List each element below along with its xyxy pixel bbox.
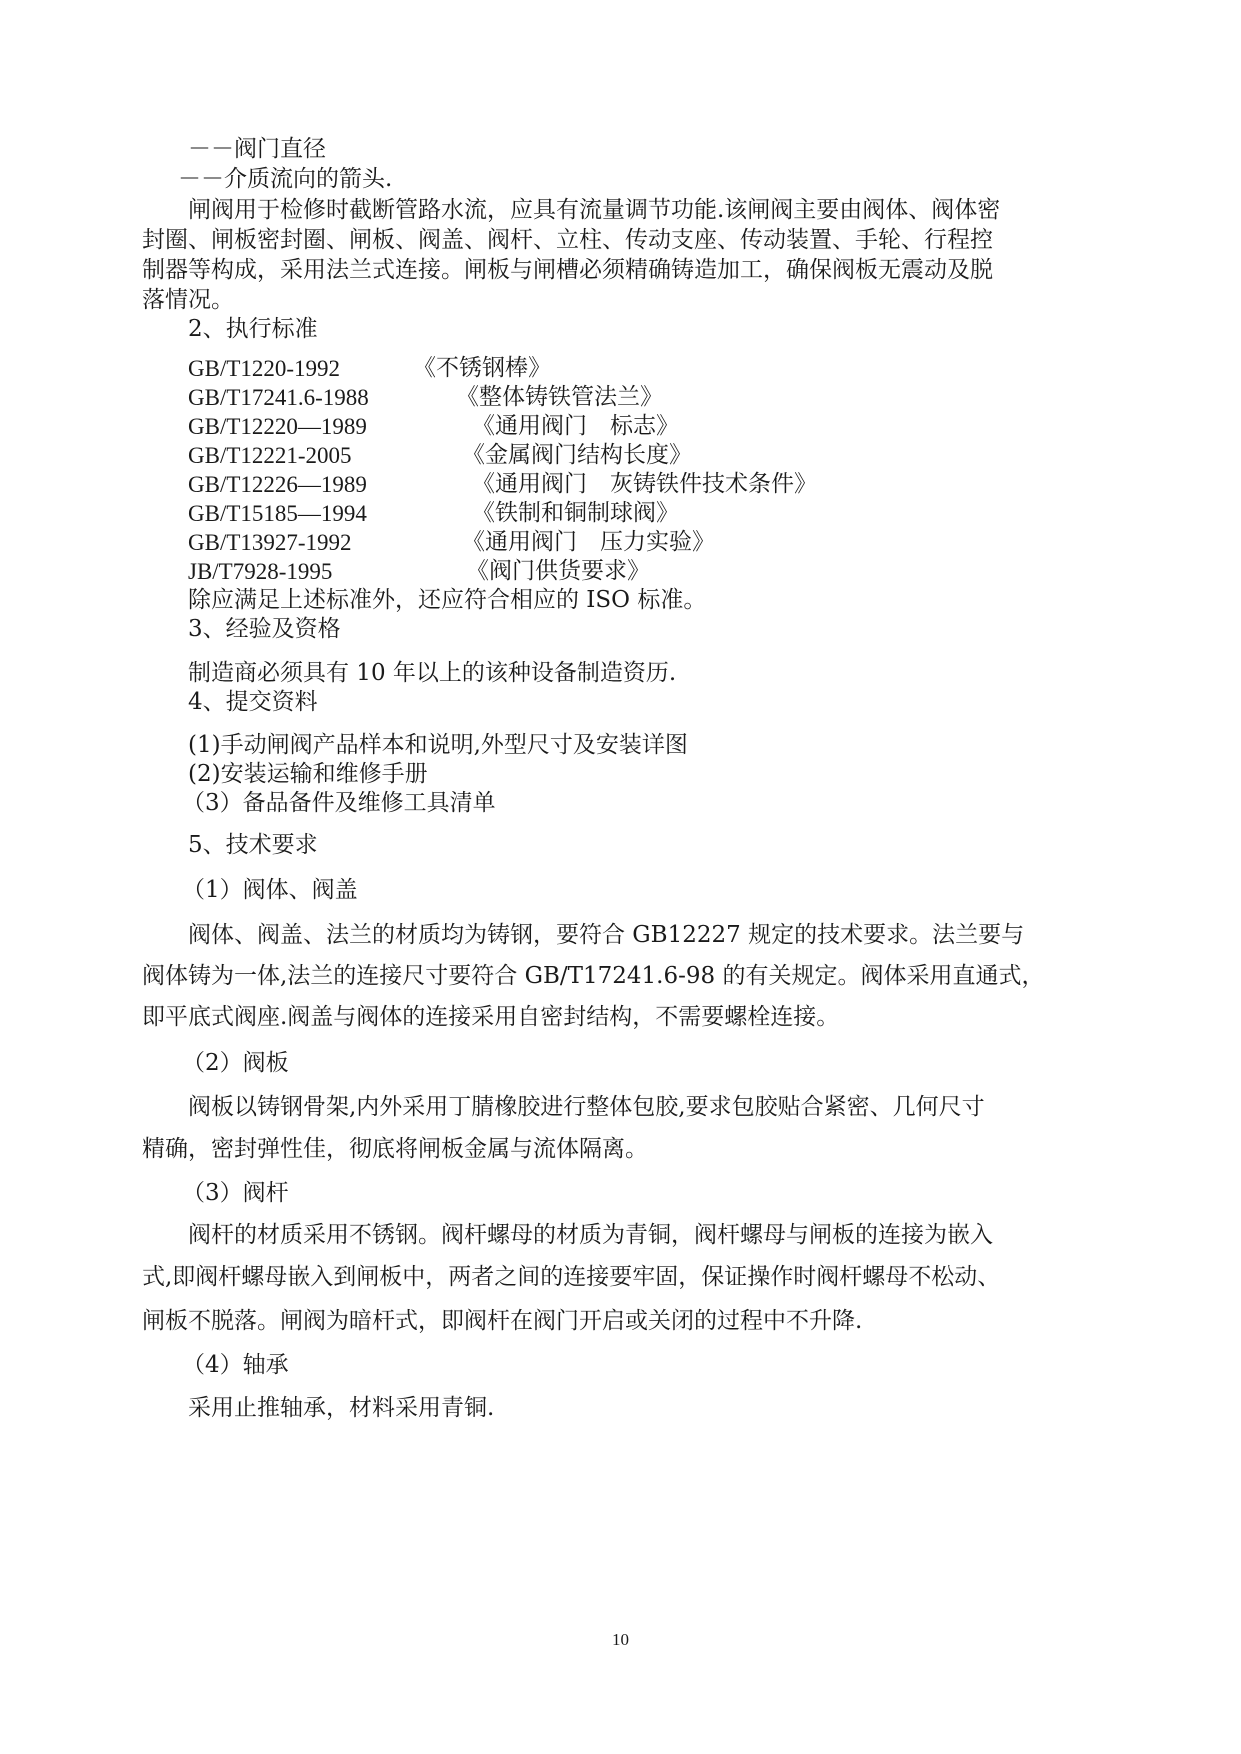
standard-title: 《通用阀门 压力实验》 <box>462 529 715 555</box>
subsection-heading-body: （1）阀体、阀盖 <box>182 877 358 903</box>
stem-paragraph-line: 式,即阀杆螺母嵌入到闸板中，两者之间的连接要牢固，保证操作时阀杆螺母不松动、 <box>142 1264 1001 1290</box>
standard-title: 《通用阀门 标志》 <box>472 413 679 439</box>
body-paragraph-line: 阀体、阀盖、法兰的材质均为铸钢，要符合 GB12227 规定的技术要求。法兰要与 <box>188 922 1025 948</box>
plate-paragraph-line: 阀板以铸钢骨架,内外采用丁腈橡胶进行整体包胶,要求包胶贴合紧密、几何尺寸 <box>188 1094 985 1120</box>
section-heading-qualification: 3、经验及资格 <box>188 616 341 642</box>
section-heading-documents: 4、提交资料 <box>188 689 318 715</box>
standard-title: 《整体铸铁管法兰》 <box>456 384 663 410</box>
section-heading-standards: 2、执行标准 <box>188 316 318 342</box>
standard-title: 《通用阀门 灰铸铁件技术条件》 <box>472 471 817 497</box>
standard-code: GB/T12226—1989 <box>188 472 367 497</box>
dash-item-diameter: －－阀门直径 <box>188 136 326 162</box>
standard-code: GB/T12221-2005 <box>188 443 352 468</box>
standard-title: 《不锈钢棒》 <box>413 355 551 381</box>
stem-paragraph-line: 阀杆的材质采用不锈钢。阀杆螺母的材质为青铜，阀杆螺母与闸板的连接为嵌入 <box>188 1222 993 1248</box>
stem-paragraph-line: 闸板不脱落。闸阀为暗杆式，即阀杆在阀门开启或关闭的过程中不升降. <box>142 1308 863 1334</box>
page-number: 10 <box>612 1630 629 1649</box>
body-paragraph-line: 即平底式阀座.阀盖与阀体的连接采用自密封结构，不需要螺栓连接。 <box>142 1004 840 1030</box>
intro-line: 封圈、闸板密封圈、闸板、阀盖、阀杆、立柱、传动支座、传动装置、手轮、行程控 <box>142 227 993 253</box>
intro-line: 制器等构成，采用法兰式连接。闸板与闸槽必须精确铸造加工，确保阀板无震动及脱 <box>142 257 993 283</box>
body-paragraph-line: 阀体铸为一体,法兰的连接尺寸要符合 GB/T17241.6-98 的有关规定。阀体采用直通式， <box>142 963 1045 989</box>
standard-code: GB/T15185—1994 <box>188 501 367 526</box>
standard-code: GB/T12220—1989 <box>188 414 367 439</box>
plate-paragraph-line: 精确，密封弹性佳，彻底将闸板金属与流体隔离。 <box>142 1136 648 1162</box>
standard-code: GB/T17241.6-1988 <box>188 385 369 410</box>
intro-line: 落情况。 <box>142 287 234 313</box>
document-item: （3）备品备件及维修工具清单 <box>182 790 496 816</box>
standards-note: 除应满足上述标准外，还应符合相应的 ISO 标准。 <box>188 587 707 613</box>
dash-item-flow-arrow: －－介质流向的箭头. <box>178 166 393 192</box>
standard-title: 《阀门供货要求》 <box>466 558 650 584</box>
document-item: (1)手动闸阀产品样本和说明,外型尺寸及安装详图 <box>188 732 688 758</box>
document-item: (2)安装运输和维修手册 <box>188 761 428 787</box>
bearing-text: 采用止推轴承，材料采用青铜. <box>188 1395 495 1421</box>
standard-code: JB/T7928-1995 <box>188 559 333 584</box>
section-heading-technical: 5、技术要求 <box>188 832 318 858</box>
standard-title: 《铁制和铜制球阀》 <box>472 500 679 526</box>
qualification-text: 制造商必须具有 10 年以上的该种设备制造资历. <box>188 660 677 686</box>
standard-title: 《金属阀门结构长度》 <box>462 442 692 468</box>
subsection-heading-bearing: （4）轴承 <box>182 1352 289 1378</box>
intro-line: 闸阀用于检修时截断管路水流，应具有流量调节功能.该闸阀主要由阀体、阀体密 <box>188 197 1001 223</box>
standard-code: GB/T1220-1992 <box>188 356 341 381</box>
subsection-heading-stem: （3）阀杆 <box>182 1180 289 1206</box>
subsection-heading-plate: （2）阀板 <box>182 1050 289 1076</box>
standard-code: GB/T13927-1992 <box>188 530 352 555</box>
